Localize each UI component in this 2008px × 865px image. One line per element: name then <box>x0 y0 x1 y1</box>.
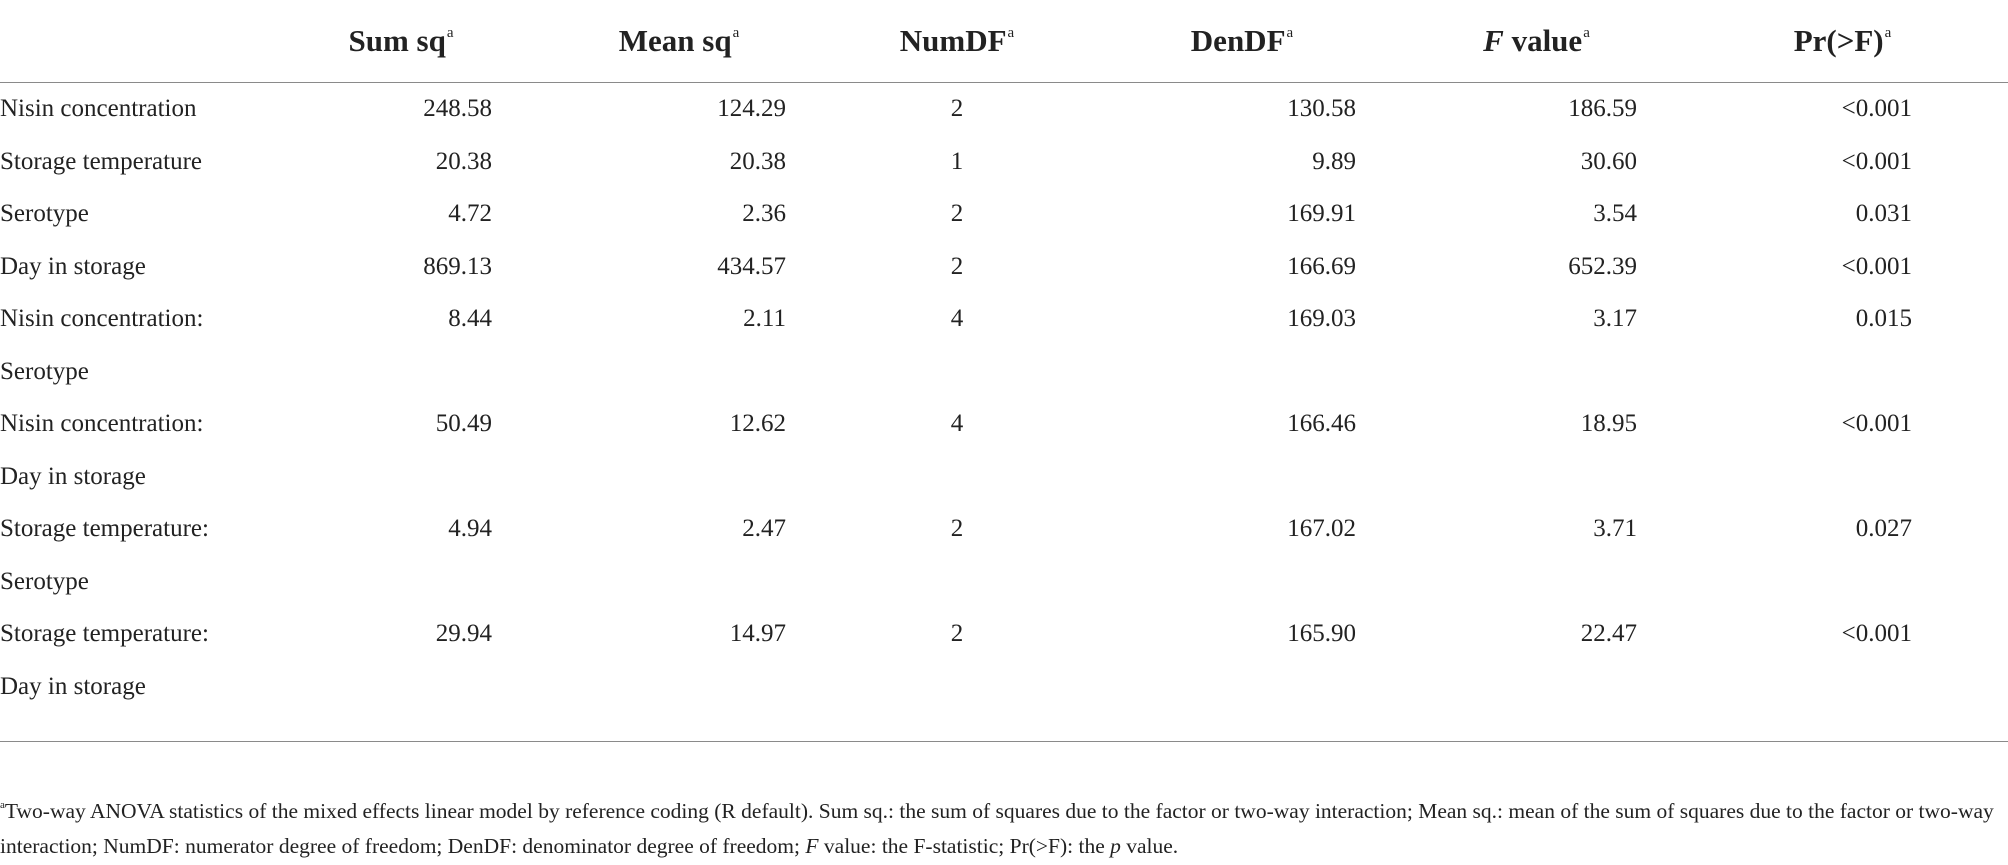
cell-mean-sq: 2.11 <box>743 305 786 333</box>
cell-sum-sq: 29.94 <box>435 620 492 648</box>
row-label: Serotype <box>0 357 89 385</box>
table-row <box>0 608 2008 661</box>
cell-dendf: 165.90 <box>1287 620 1356 648</box>
cell-numdf: 2 <box>950 200 964 228</box>
cell-pr-f: 0.027 <box>1855 515 1912 543</box>
cell-numdf: 1 <box>950 147 964 175</box>
rule-cell <box>1088 713 1396 742</box>
table-row <box>0 451 2008 504</box>
rule-cell <box>826 713 1088 742</box>
cell-f-value: 186.59 <box>1568 95 1637 123</box>
header-pr-f: Pr(>F)$^a$ <box>1677 0 2008 83</box>
cell-dendf-empty <box>1088 346 1396 399</box>
row-label: Day in storage <box>0 462 146 490</box>
cell-mean-sq: 14.97 <box>729 620 786 648</box>
cell-sum-sq-empty <box>270 661 532 714</box>
cell-f-value: 3.54 <box>1593 200 1637 228</box>
cell-dendf-empty <box>1088 451 1396 504</box>
cell-mean-sq: 124.29 <box>717 95 786 123</box>
cell-f-value: 18.95 <box>1580 410 1637 438</box>
cell-sum-sq-empty <box>270 346 532 399</box>
row-label: Nisin concentration: <box>0 410 204 438</box>
cell-dendf: 166.46 <box>1287 410 1356 438</box>
cell-numdf: 4 <box>950 305 964 333</box>
cell-mean-sq: 2.36 <box>742 200 786 228</box>
cell-dendf-empty <box>1088 556 1396 609</box>
cell-numdf: 2 <box>950 95 964 123</box>
header-dendf: DenDF$^a$ <box>1088 0 1396 83</box>
row-label: Storage temperature: <box>0 620 209 648</box>
cell-f-value: 3.17 <box>1593 305 1637 333</box>
cell-f-value: 652.39 <box>1568 252 1637 280</box>
cell-pr-f-empty <box>1677 556 2008 609</box>
cell-sum-sq: 8.44 <box>448 305 492 333</box>
table-row <box>0 293 2008 346</box>
row-label: Nisin concentration <box>0 95 197 123</box>
cell-pr-f-empty <box>1677 451 2008 504</box>
row-label: Day in storage <box>0 672 146 700</box>
row-label: Storage temperature: <box>0 515 209 543</box>
table-row <box>0 83 2008 136</box>
cell-sum-sq: 4.72 <box>448 200 492 228</box>
row-label: Nisin concentration: <box>0 305 204 333</box>
rule-cell <box>532 713 826 742</box>
cell-mean-sq-empty <box>532 556 826 609</box>
table-row <box>0 188 2008 241</box>
cell-mean-sq-empty <box>532 346 826 399</box>
cell-mean-sq-empty <box>532 451 826 504</box>
cell-dendf: 169.03 <box>1287 305 1356 333</box>
cell-mean-sq: 434.57 <box>717 252 786 280</box>
cell-f-value: 30.60 <box>1580 147 1637 175</box>
cell-pr-f: 0.015 <box>1855 305 1912 333</box>
cell-pr-f-empty <box>1677 346 2008 399</box>
table-header <box>0 0 2008 83</box>
cell-mean-sq: 20.38 <box>729 147 786 175</box>
table-row <box>0 241 2008 294</box>
cell-f-value: 3.71 <box>1593 515 1637 543</box>
table-body <box>0 83 2008 742</box>
cell-sum-sq: 248.58 <box>423 95 492 123</box>
cell-numdf-empty <box>826 661 1088 714</box>
cell-f-value-empty <box>1396 451 1677 504</box>
table-bottom-rule <box>0 713 2008 742</box>
cell-f-value: 22.47 <box>1580 620 1637 648</box>
header-f-value: F value$^a$ <box>1396 0 1677 83</box>
cell-numdf-empty <box>826 556 1088 609</box>
row-label: Serotype <box>0 567 89 595</box>
cell-pr-f: <0.001 <box>1841 410 1912 438</box>
cell-sum-sq: 50.49 <box>435 410 492 438</box>
cell-pr-f-empty <box>1677 661 2008 714</box>
table-row <box>0 556 2008 609</box>
cell-pr-f: <0.001 <box>1841 620 1912 648</box>
row-label: Storage temperature <box>0 147 202 175</box>
rule-cell <box>1677 713 2008 742</box>
cell-mean-sq: 12.62 <box>729 410 786 438</box>
row-label: Day in storage <box>0 252 146 280</box>
cell-sum-sq: 869.13 <box>423 252 492 280</box>
table-footnote: $^a$Two-way ANOVA statistics of the mixed effects linear model by reference coding (R default). Sum sq.: the sum of squares due to the factor or two-way interaction; Mean sq.: mean of the sum of squares due to the factor or two-way interaction; NumDF: numerator degree of freedom; DenDF: denominator degree of freedom; F value: the F-statistic; Pr(>F): the p value. <box>0 799 1994 858</box>
table-row <box>0 398 2008 451</box>
rule-cell <box>270 713 532 742</box>
cell-pr-f: <0.001 <box>1841 95 1912 123</box>
cell-sum-sq-empty <box>270 556 532 609</box>
cell-dendf: 167.02 <box>1287 515 1356 543</box>
cell-numdf-empty <box>826 451 1088 504</box>
cell-numdf: 2 <box>950 515 964 543</box>
cell-sum-sq: 20.38 <box>435 147 492 175</box>
cell-f-value-empty <box>1396 661 1677 714</box>
rule-cell <box>1396 713 1677 742</box>
cell-sum-sq: 4.94 <box>448 515 492 543</box>
cell-dendf: 166.69 <box>1287 252 1356 280</box>
cell-dendf: 169.91 <box>1287 200 1356 228</box>
cell-dendf-empty <box>1088 661 1396 714</box>
cell-f-value-empty <box>1396 346 1677 399</box>
rule-cell <box>0 713 270 742</box>
table-row <box>0 136 2008 189</box>
cell-pr-f: <0.001 <box>1841 147 1912 175</box>
table-row <box>0 503 2008 556</box>
table-row <box>0 346 2008 399</box>
cell-pr-f: <0.001 <box>1841 252 1912 280</box>
cell-numdf: 2 <box>950 252 964 280</box>
cell-mean-sq: 2.47 <box>742 515 786 543</box>
header-row-label <box>0 0 270 83</box>
table-row <box>0 661 2008 714</box>
header-numdf: NumDF$^a$ <box>826 0 1088 83</box>
header-mean-sq: Mean $sq^a$ <box>532 0 826 83</box>
cell-f-value-empty <box>1396 556 1677 609</box>
cell-dendf: 130.58 <box>1287 95 1356 123</box>
cell-sum-sq-empty <box>270 451 532 504</box>
header-sum-sq: Sum $sq^a$ <box>270 0 532 83</box>
cell-numdf-empty <box>826 346 1088 399</box>
row-label: Serotype <box>0 200 89 228</box>
cell-numdf: 2 <box>950 620 964 648</box>
cell-numdf: 4 <box>950 410 964 438</box>
cell-pr-f: 0.031 <box>1855 200 1912 228</box>
cell-mean-sq-empty <box>532 661 826 714</box>
cell-dendf: 9.89 <box>1312 147 1356 175</box>
